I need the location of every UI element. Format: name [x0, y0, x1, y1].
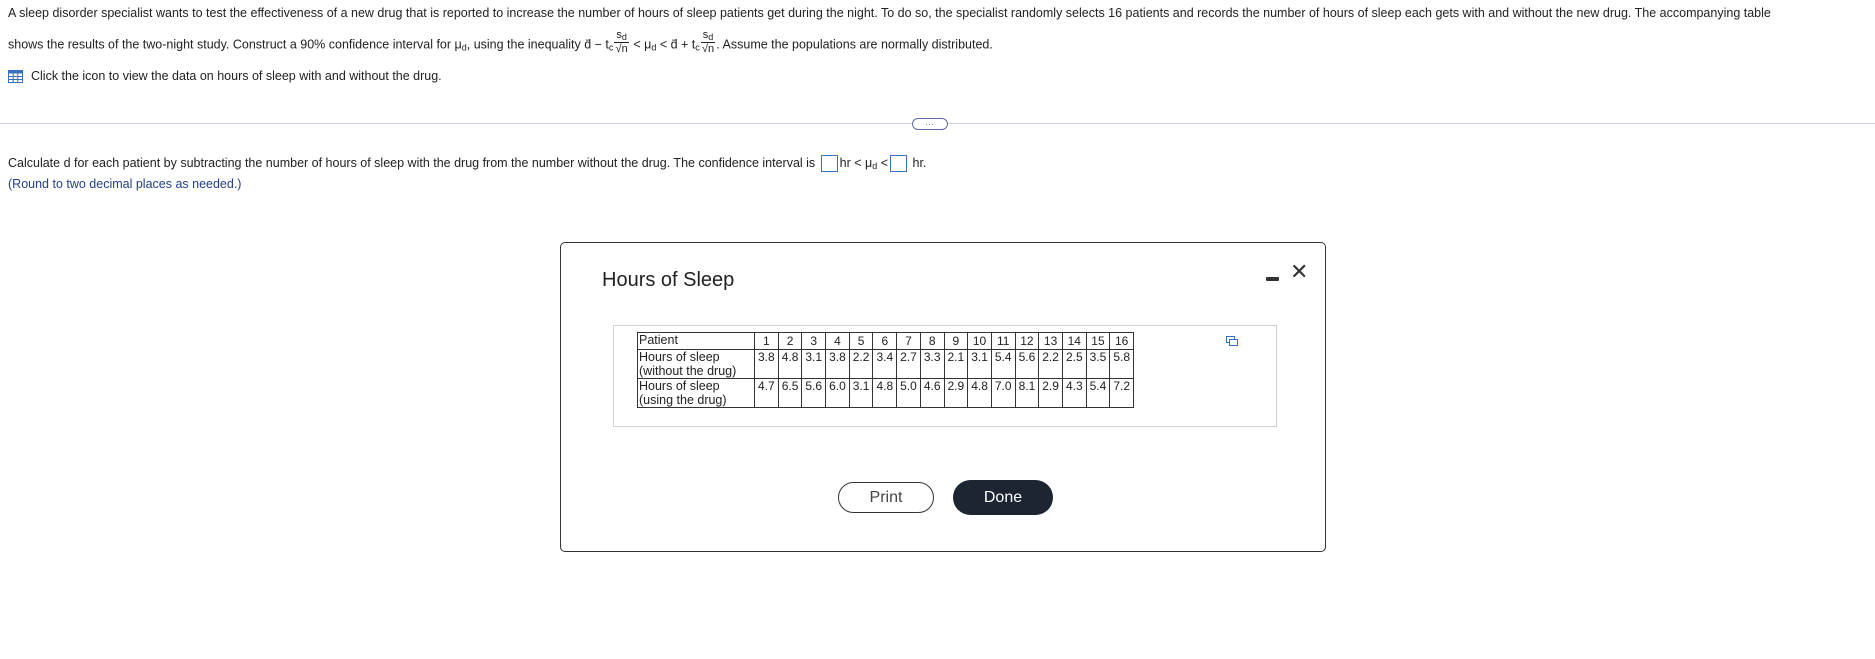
- hours-of-sleep-dialog: [560, 242, 1326, 552]
- problem-statement: [8, 5, 1863, 84]
- table-cell: 3.1: [968, 350, 992, 379]
- table-cell: 3.8: [826, 350, 850, 379]
- data-link-row: [8, 68, 1863, 84]
- table-cell: 7.0: [991, 379, 1015, 408]
- table-cell: 12: [1015, 333, 1039, 350]
- table-cell: 14: [1062, 333, 1086, 350]
- problem-text-using: , using the inequality d̄ − t: [466, 37, 609, 52]
- table-cell: 3.5: [1086, 350, 1110, 379]
- print-button[interactable]: Print: [838, 482, 934, 513]
- question-line: [8, 155, 926, 174]
- table-cell: 3.1: [849, 379, 873, 408]
- table-cell: 1: [755, 333, 779, 350]
- table-cell: 5.6: [1015, 350, 1039, 379]
- table-cell: 2.2: [1039, 350, 1063, 379]
- mu-subscript: d: [461, 42, 467, 53]
- table-grid-icon[interactable]: [8, 70, 23, 83]
- table-cell: 4.6: [920, 379, 944, 408]
- table-cell: 10: [968, 333, 992, 350]
- data-link-text[interactable]: Click the icon to view the data on hours of sleep with and without the drug.: [31, 69, 442, 83]
- table-cell: 6.0: [826, 379, 850, 408]
- ineq-mid-sub: d: [651, 42, 657, 53]
- tc-subscript: c: [608, 42, 614, 53]
- table-cell: 5.4: [991, 350, 1015, 379]
- table-cell: 16: [1110, 333, 1134, 350]
- table-cell: 3.1: [802, 350, 826, 379]
- unit-mid: hr < μ: [839, 156, 873, 170]
- lower-bound-input[interactable]: [821, 155, 838, 172]
- table-cell: 6: [873, 333, 897, 350]
- table-cell: 3.4: [873, 350, 897, 379]
- table-row-without-drug: [638, 350, 1134, 379]
- table-cell: 2.1: [944, 350, 968, 379]
- table-cell: 4.8: [778, 350, 802, 379]
- table-cell: 5.4: [1086, 379, 1110, 408]
- table-cell: 2: [778, 333, 802, 350]
- upper-bound-input[interactable]: [890, 155, 907, 172]
- frac-numerator-sub-2: d: [708, 32, 714, 42]
- question-text: Calculate d for each patient by subtracting the number of hours of sleep with the drug from the number without the drug. The confidence interval is: [8, 156, 816, 170]
- table-cell: 2.7: [897, 350, 921, 379]
- table-cell: 2.9: [944, 379, 968, 408]
- rounding-hint: (Round to two decimal places as needed.): [8, 177, 242, 191]
- expand-more-button[interactable]: …: [912, 118, 948, 130]
- table-cell: 5.0: [897, 379, 921, 408]
- problem-text-before: shows the results of the two-night study. Construct a 90% confidence interval for μ: [8, 37, 462, 52]
- table-cell: 8: [920, 333, 944, 350]
- row-label: Patient: [638, 333, 755, 350]
- table-cell: 5.8: [1110, 350, 1134, 379]
- frac-numerator-2: s: [702, 29, 709, 41]
- table-cell: 6.5: [778, 379, 802, 408]
- frac-numerator: s: [616, 29, 622, 41]
- table-cell: 2.2: [849, 350, 873, 379]
- table-row-with-drug: [638, 379, 1134, 408]
- table-cell: 13: [1039, 333, 1063, 350]
- frac-denominator: √n: [615, 43, 628, 55]
- ineq-mid: < μ: [629, 37, 652, 52]
- table-cell: 7.2: [1110, 379, 1134, 408]
- table-cell: 2.5: [1062, 350, 1086, 379]
- problem-text-line1: A sleep disorder specialist wants to test the effectiveness of a new drug that is reported to increase the number of hours of sleep patients get during the night. To do so, the specialist randomly selects 16 patients and records the number of hours of sleep each gets with and without the new drug. The accompanying table: [8, 6, 1771, 20]
- frac-numerator-sub: d: [621, 32, 627, 42]
- minimize-icon[interactable]: [1266, 266, 1279, 288]
- dialog-title: Hours of Sleep: [602, 269, 735, 291]
- less-than: <: [877, 156, 889, 170]
- sd-over-root-n-fraction: [614, 30, 629, 56]
- tc-subscript-2: c: [695, 42, 700, 53]
- table-cell: 8.1: [1015, 379, 1039, 408]
- table-cell: 15: [1086, 333, 1110, 350]
- table-cell: 4.3: [1062, 379, 1086, 408]
- mu-d-subscript: d: [872, 161, 878, 171]
- table-cell: 11: [991, 333, 1015, 350]
- table-cell: 4.7: [755, 379, 779, 408]
- unit-end: hr.: [912, 156, 927, 170]
- table-cell: 5: [849, 333, 873, 350]
- problem-text-after: . Assume the populations are normally distributed.: [716, 37, 993, 52]
- table-cell: 7: [897, 333, 921, 350]
- table-cell: 5.6: [802, 379, 826, 408]
- problem-text-line2: [8, 29, 1863, 58]
- row-label: Hours of sleep (using the drug): [638, 379, 755, 408]
- table-cell: 3.3: [920, 350, 944, 379]
- row-label: Hours of sleep (without the drug): [638, 350, 755, 379]
- frac-denominator-2: √n: [701, 43, 715, 55]
- close-icon[interactable]: ✕: [1290, 259, 1309, 284]
- table-row-patient: [638, 333, 1134, 350]
- table-cell: 9: [944, 333, 968, 350]
- table-cell: 3: [802, 333, 826, 350]
- copy-table-icon[interactable]: [1226, 335, 1238, 345]
- table-cell: 4.8: [968, 379, 992, 408]
- table-cell: 4.8: [873, 379, 897, 408]
- sd-over-root-n-fraction-2: [701, 30, 716, 56]
- sleep-data-table: [637, 332, 1134, 408]
- table-cell: 4: [826, 333, 850, 350]
- done-button[interactable]: Done: [953, 480, 1053, 515]
- table-cell: 3.8: [755, 350, 779, 379]
- table-cell: 2.9: [1039, 379, 1063, 408]
- ineq-plus: < d̄ + t: [656, 37, 696, 52]
